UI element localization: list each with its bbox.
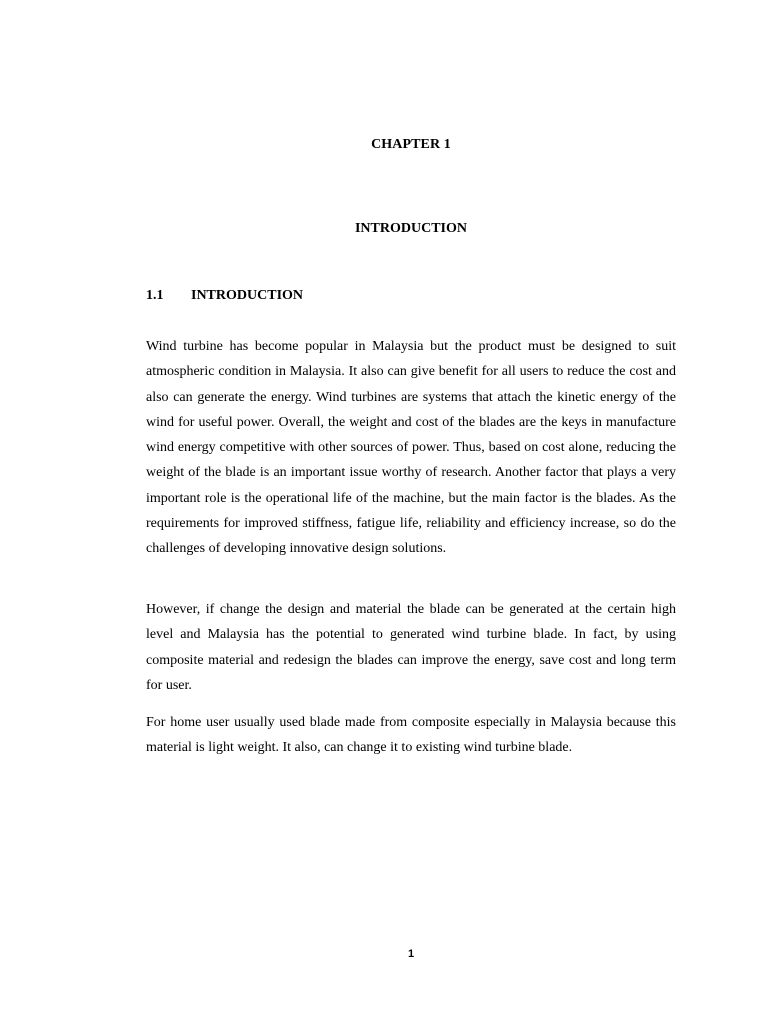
chapter-title: INTRODUCTION	[354, 221, 467, 236]
section-number: 1.1	[146, 288, 164, 303]
body-paragraph: However, if change the design and material the blade can be generated at the certain high level and Malaysia has the potential to generated wind turbine blade. In fact, by using composite material and redesign the blades can improve the energy, save cost and long term for user.	[146, 602, 676, 693]
chapter-label: CHAPTER 1	[371, 137, 451, 152]
body-paragraph: Wind turbine has become popular in Malaysia but the product must be designed to suit atmospheric condition in Malaysia. It also can give benefit for all users to reduce the cost and also can generate the energy. Wind turbines are systems that attach the kinetic energy of the wind for useful power. Overall, the weight and cost of the blades are the keys in manufacture wind energy competitive with other sources of power. Thus, based on cost alone, reducing the weight of the blade is an important issue worthy of research. Another factor that plays a very important role is the operational life of the machine, but the main factor is the blades. As the requirements for improved stiffness, fatigue life, reliability and efficiency increase, so do the challenges of developing innovative design solutions.	[146, 339, 676, 557]
section-heading	[146, 288, 303, 304]
page-number: 1	[407, 948, 415, 960]
section-title: INTRODUCTION	[191, 288, 304, 303]
body-paragraph: For home user usually used blade made from composite especially in Malaysia because this material is light weight. It also, can change it to existing wind turbine blade.	[146, 715, 676, 756]
